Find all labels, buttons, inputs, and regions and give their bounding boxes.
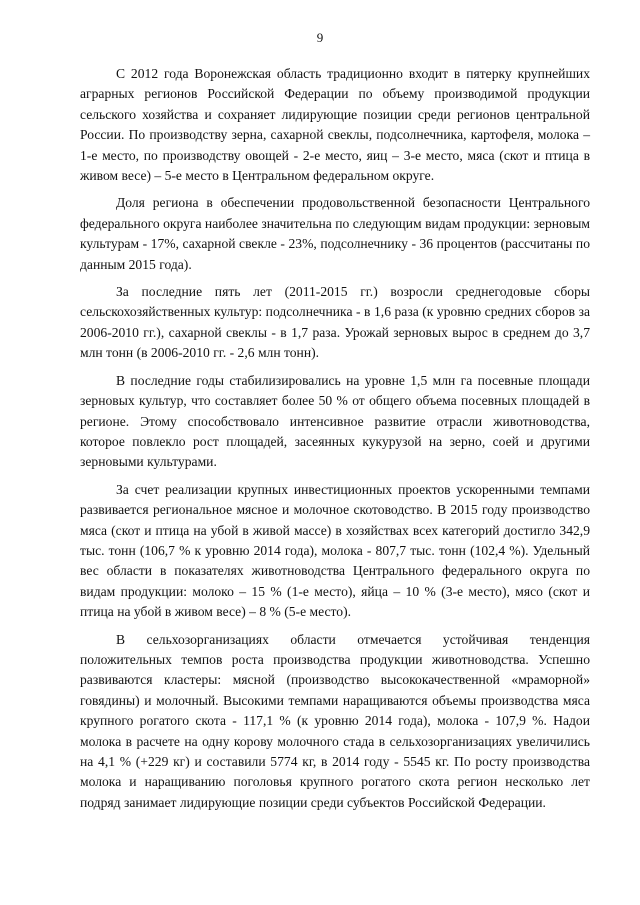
paragraph: В последние годы стабилизировались на уровне 1,5 млн га посевные площади зерновых культур, что составляет более 50 % от общего объема посевных площадей в регионе. Этому способствовало интенсивное развитие отрасли животноводства, которое повлекло рост площадей, засеянных кукурузой на зерно, соей и другими зерновыми культурами. xyxy=(80,372,590,470)
paragraph: Доля региона в обеспечении продовольственной безопасности Центрального федерального округа наиболее значительна по следующим видам продукции: зерновым культурам - 17%, сахарной свекле - 23%, подсолнечнику - 36 процентов (рассчитаны по данным 2015 года). xyxy=(80,195,590,272)
paragraph: В сельхозорганизациях области отмечается устойчивая тенденция положительных темпов роста производства продукции животноводства. Успешно развиваются кластеры: мясной (производство высококачественной «мраморной» говядины) и молочный. Высокими темпами наращиваются объемы производства мяса крупного рогатого скота - 117,1 % (к уровню 2014 года), молока - 107,9 %. Надои молока в расчете на одну корову молочного стада в сельхозорганизациях увеличились на 4,1 % (+229 кг) и составили 5774 кг, в 2014 году - 5545 кг. По росту производства молока и наращиванию поголовья крупного рогатого скота регион несколько лет подряд занимает лидирующие позиции среди субъектов Российской Федерации. xyxy=(80,631,590,810)
paragraph: За последние пять лет (2011-2015 гг.) возросли среднегодовые сборы сельскохозяйственных культур: подсолнечника - в 1,6 раза (к уровню средних сборов за 2006-2010 гг.), сахарной свеклы - в 1,7 раза. Урожай зерновых вырос в среднем до 3,7 млн тонн (в 2006-2010 гг. - 2,6 млн тонн). xyxy=(80,284,590,361)
paragraph: С 2012 года Воронежская область традиционно входит в пятерку крупнейших аграрных регионов Российской Федерации по объему производимой продукции сельского хозяйства и сохраняет лидирующие позиции среди регионов центральной России. По производству зерна, сахарной свеклы, подсолнечника, картофеля, молока – 1-е место, по производству овощей - 2-е место, яиц – 3-е место, мяса (скот и птица в живом весе) – 5-е место в Центральном федеральном округе. xyxy=(80,66,590,184)
document-body xyxy=(80,64,590,820)
page-number: 9 xyxy=(316,30,324,45)
paragraph: За счет реализации крупных инвестиционных проектов ускоренными темпами развивается региональное мясное и молочное скотоводство. В 2015 году производство мяса (скот и птица на убой в живой массе) в хозяйствах всех категорий достигло 342,9 тыс. тонн (106,7 % к уровню 2014 года), молока - 807,7 тыс. тонн (102,4 %). Удельный вес области в показателях животноводства Центрального федерального округа по видам продукции: молоко – 15 % (1-е место), яйца – 10 % (3-е место), мясо (скот и птица на убой в живом весе) – 8 % (5-е место). xyxy=(80,481,590,620)
